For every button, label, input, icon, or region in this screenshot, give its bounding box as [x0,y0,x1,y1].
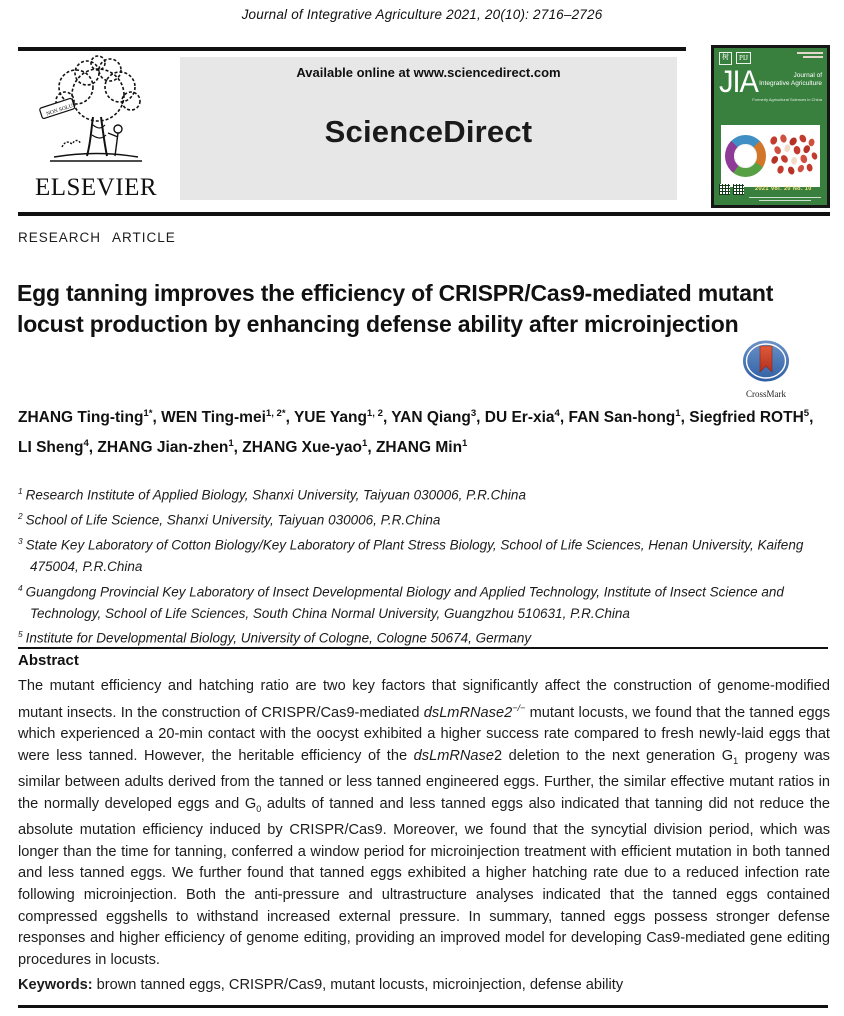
caas-seal-icon: 树 [719,52,732,65]
crossmark-icon [740,340,792,384]
crossmark-label: CrossMark [746,389,786,399]
affiliation-text: School of Life Science, Shanxi University, Taiyuan 030006, P.R.China [25,512,441,528]
authors-line: ZHANG Ting-ting$^{1*}$, WEN Ting-mei$^{1, 2*}$, YUE Yang$^{1, 2}$, YAN Qiang$^3$, DU Er-xia$^4$, FAN San-hong$^1$, Siegfried ROTH$^5$, LI Sheng$^4$, ZHANG Jian-zhen$^1$, ZHANG Xue-yao$^1$, ZHANG Min$^1$ [18,408,814,457]
affiliation-text: Institute for Developmental Biology, University of Cologne, Cologne 50674, Germany [25,630,532,646]
affiliation-item [18,624,832,649]
affiliation-text: Research Institute of Applied Biology, Shanxi University, Taiyuan 030006, P.R.China [25,487,526,503]
cover-issue-text: 2021 Vol. 20 No. 10 [755,186,812,192]
affiliation-number: 5 [18,629,23,639]
abstract-text: The mutant efficiency and hatching ratio are two key factors that significantly affect the construction of genome-modified mutant insects. In the construction of CRISPR/Cas9-mediated dsLmRNase2−/− mutant locusts, we found that the tanned eggs which experienced a 20-min contact with the oocyst exhibited a higher success rate compared to fresh newly-laid eggs that were less tanned. However, the heritable efficiency of the dsLmRNase2 deletion to the next generation $G_1$ progeny was similar between adults derived from the tanned or less tanned engineered eggs. Further, the similar effective mutant ratios in the normally developed eggs and $G_0$ adults of tanned and less tanned eggs also indicated that tanning did not reduce the absolute mutation efficiency induced by CRISPR/Cas9. Moreover, we found that the syncytial division period, which was longer than the time for tanning, conferred a window period for microinjection treatment with efficient mutation in both tanned and less tanned eggs. We further found that tanned eggs exhibited a higher hatching rate due to a reduced infection rate following microinjection. Both the anti-pressure and ultrastructure analyses indicated that the tanned eggs contained compressed eggshells to withstand increased external pressure. In summary, tanned eggs possess stronger defense responses and higher efficiency of genome editing, providing an improved model for developing Cas9-mediated gene editing procedures in locusts. [18,678,830,968]
qr-code-icon [719,184,730,195]
pij-logo: PIJ [736,52,751,64]
cover-top-row [714,48,827,65]
available-online-text: Available online at www.sciencedirect.com [296,65,561,80]
article-type-label: RESEARCH ARTICLE [18,230,176,245]
abstract-top-rule [18,647,828,649]
cover-bottom-row [719,184,822,202]
sciencedirect-logo-text: ScienceDirect [324,114,533,149]
keywords-text: brown tanned eggs, CRISPR/Cas9, mutant locusts, microinjection, defense ability [96,977,624,993]
header-bottom-rule [18,212,830,216]
elsevier-tree-icon [32,55,160,177]
crossmark-badge[interactable] [736,340,796,399]
footer-rule [18,1005,828,1008]
phylogeny-donut-chart-icon [725,135,766,177]
qr-code-icon [733,184,744,195]
cover-journal-name [759,72,822,88]
affiliation-number: 3 [18,536,23,546]
keywords-line [18,977,830,993]
cover-journal-abbr: JIA [719,64,758,100]
journal-cover [711,45,830,208]
cover-artwork [721,125,820,187]
abstract-heading: Abstract [18,652,79,669]
strawberries-icon [766,132,820,180]
affiliation-text: State Key Laboratory of Cotton Biology/Key Laboratory of Plant Stress Biology, School of Life Sciences, Henan University, Kaifeng 475004, P.R.China [25,537,804,574]
affiliation-item [18,578,832,625]
affiliation-item [18,481,832,506]
affiliation-number: 1 [18,486,23,496]
affiliation-number: 4 [18,582,23,593]
affiliations-list [18,481,832,649]
elsevier-wordmark: ELSEVIER [34,174,158,201]
cover-journal-name-line2: Integrative Agriculture [759,80,822,87]
affiliation-item [18,506,832,531]
cover-url-lines-icon [749,197,822,202]
cover-former-name: Formerly Agricultural Sciences in China [752,97,822,102]
keywords-label: Keywords: [18,977,97,993]
journal-reference: Journal of Integrative Agriculture 2021, 20(10): 2716–2726 [241,7,603,22]
cover-journal-name-line1: Journal of [793,72,822,79]
cover-issn-lines-icon [797,52,823,58]
elsevier-logo [16,55,176,207]
elsevier-motto: NON SOLUS [45,102,77,118]
sciencedirect-banner [180,57,677,200]
article-title: Egg tanning improves the efficiency of CRISPR/Cas9-mediated mutant locust production by enhancing defense ability after microinjection [17,280,774,337]
affiliation-item [18,531,832,578]
header-top-rule [18,47,686,51]
affiliation-text: Guangdong Provincial Key Laboratory of Insect Developmental Biology and Applied Technology, Institute of Insect Science and Technology, School of Life Sciences, South China Normal University, Guangzhou 510631, P.R.China [25,584,784,621]
affiliation-number: 2 [18,511,23,521]
